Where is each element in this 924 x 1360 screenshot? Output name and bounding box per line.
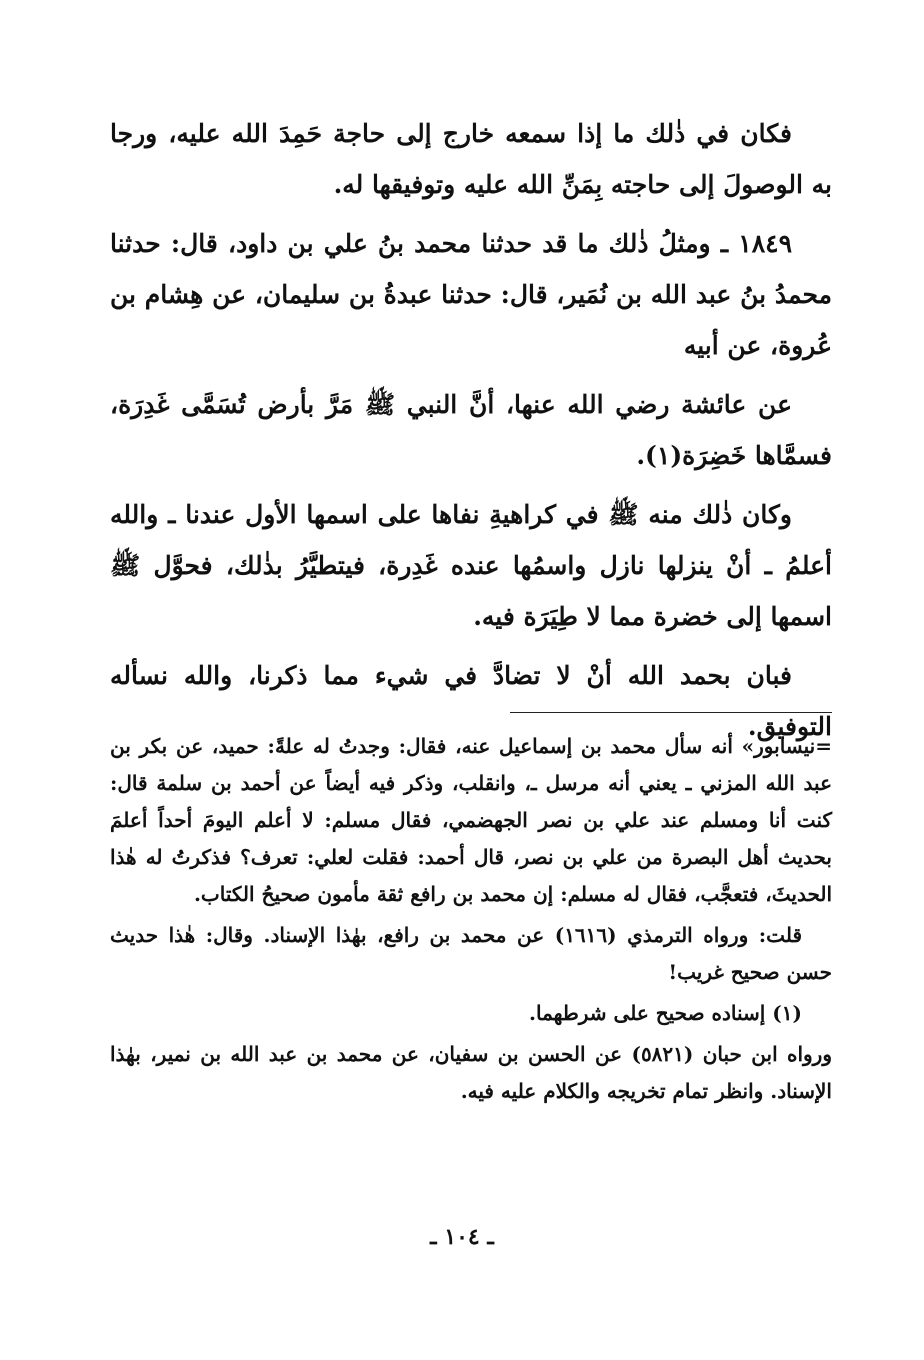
main-text: [110, 108, 832, 760]
footnote-paragraph: ورواه ابن حبان (٥٨٢١) عن الحسن بن سفيان، عن محمد بن عبد الله بن نمير، بهٰذا الإسناد. وانظر تمام تخريجه والكلام عليه فيه.: [110, 1042, 832, 1103]
footnote-1: (١) إسناده صحيح على شرطهما.: [529, 1001, 802, 1025]
footnotes: [110, 728, 832, 1114]
paragraph: وكان ذٰلك منه ﷺ في كراهيةِ نفاها على اسمها الأول عندنا ـ والله أعلمُ ـ أنْ ينزلها نازل واسمُها عنده غَدِرة، فيتطيَّرُ بذٰلك، فحوَّل ﷺ اسمها إلى خضرة مما لا طِيَرَة فيه.: [110, 500, 832, 631]
page-number: ـ ١٠٤ ـ: [430, 1224, 494, 1250]
footnote-separator: [510, 712, 832, 713]
footnote-continuation: =نيسابور» أنه سأل محمد بن إسماعيل عنه، فقال: وجدتُ له علةً: حميد، عن بكر بن عبد الله المزني ـ يعني أنه مرسل ـ، وانقلب، وذكر فيه أيضاً عن أحمد بن سلمة قال: كنت أنا ومسلم عند علي بن نصر الجهضمي، فقال مسلم: لا أعلم اليومَ أحداً أعلمَ بحديث أهل البصرة من علي بن نصر، قال أحمد: فقلت لعلي: تعرف؟ فذكرتُ له هٰذا الحديثَ، فتعجَّب، فقال له مسلم: إن محمد بن رافع ثقة مأمون صحيحُ الكتاب.: [110, 734, 832, 906]
paragraph: فكان في ذٰلك ما إذا سمعه خارج إلى حاجة حَمِدَ الله عليه، ورجا به الوصولَ إلى حاجته بِمَنِّ الله عليه وتوفيقها له.: [110, 119, 832, 199]
hadith-paragraph-1849: ١٨٤٩ ـ ومثلُ ذٰلك ما قد حدثنا محمد بنُ علي بن داود، قال: حدثنا محمدُ بنُ عبد الله بن نُمَير، قال: حدثنا عبدةُ بن سليمان، عن هِشام بن عُروة، عن أبيه: [110, 229, 832, 360]
paragraph: فبان بحمد الله أنْ لا تضادَّ في شيء مما ذكرنا، والله نسأله التوفيق.: [110, 661, 832, 741]
paragraph: عن عائشة رضي الله عنها، أنَّ النبي ﷺ مَرَّ بأرض تُسَمَّى غَدِرَة، فسمَّاها خَضِرَة(١).: [110, 390, 832, 470]
footnote-paragraph: قلت: ورواه الترمذي (١٦١٦) عن محمد بن رافع، بهٰذا الإسناد. وقال: هٰذا حديث حسن صحيح غريب!: [110, 923, 832, 984]
